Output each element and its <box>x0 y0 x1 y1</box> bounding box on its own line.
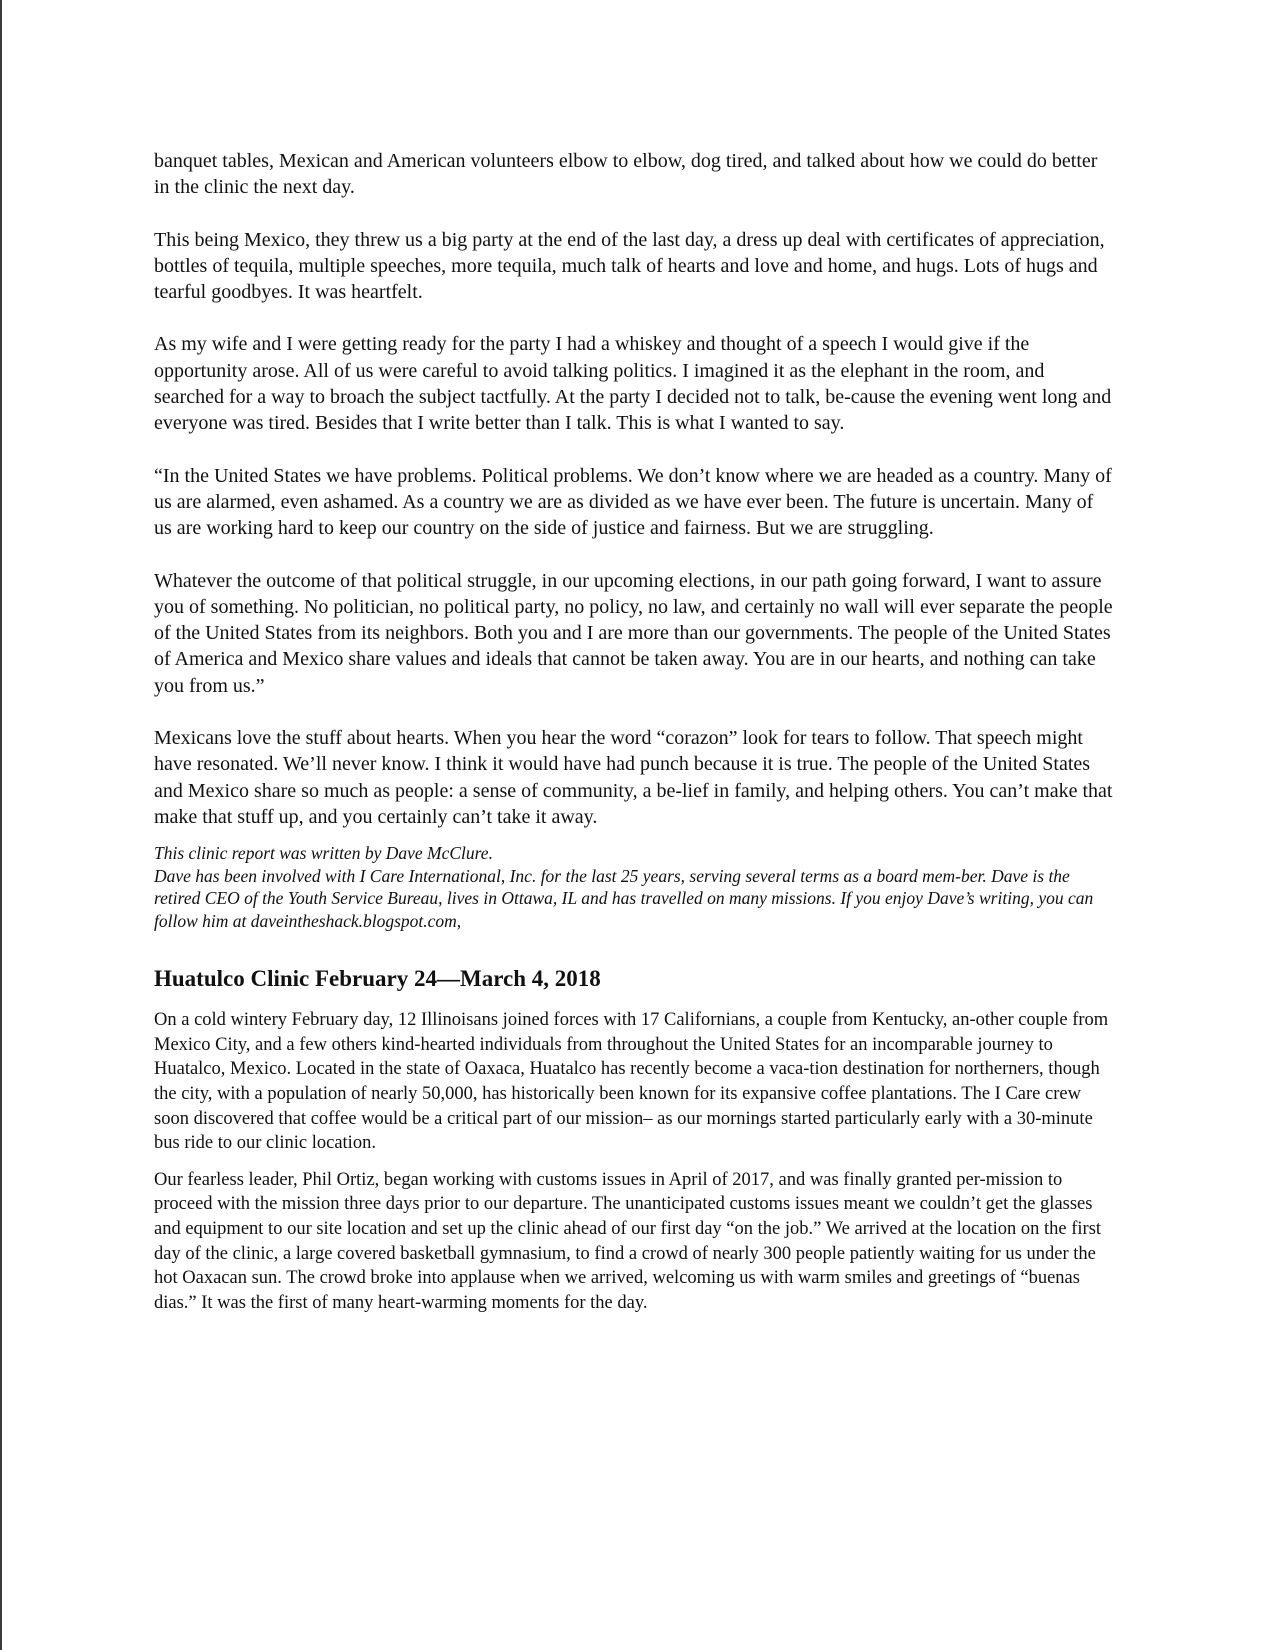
page-left-edge <box>0 0 2 1650</box>
huatulco-paragraph-2: Our fearless leader, Phil Ortiz, began working with customs issues in April of 2017, and was finally granted per-mission to proceed with the mission three days prior to our departure. The unanticipated customs issues meant we couldn’t get the glasses and equipment to our site location and set up the clinic ahead of our first day “on the job.” We arrived at the location on the first day of the clinic, a large covered basketball gymnasium, to find a crowd of nearly 300 people patiently waiting for us under the hot Oaxacan sun. The crowd broke into applause when we arrived, welcoming us with warm smiles and greetings of “buenas dias.” It was the first of many heart-warming moments for the day. <box>154 1169 1102 1313</box>
document-page <box>154 148 1116 1327</box>
story-paragraph-5: Whatever the outcome of that political struggle, in our upcoming elections, in our path going forward, I want to assure you of something. No politician, no political party, no policy, no law, and certainly no wall will ever separate the people of the United States from its neighbors. Both you and I are more than our governments. The people of the United States of America and Mexico share values and ideals that cannot be taken away. You are in our hearts, and nothing can take you from us.” <box>154 569 1113 697</box>
credit-line-author: This clinic report was written by Dave McClure. <box>154 843 493 864</box>
story-paragraph-3: As my wife and I were getting ready for the party I had a whiskey and thought of a speech I would give if the opportunity arose. All of us were careful to avoid talking politics. I imagined it as the elephant in the room, and searched for a way to broach the subject tactfully. At the party I decided not to talk, be-cause the evening went long and everyone was tired. Besides that I write better than I talk. This is what I wanted to say. <box>154 333 1112 435</box>
story-paragraph-4: “In the United States we have problems. Political problems. We don’t know where we are headed as a country. Many of us are alarmed, even ashamed. As a country we are as divided as we have ever been. The future is uncertain. Many of us are working hard to keep our country on the side of justice and fairness. But we are struggling. <box>154 464 1112 540</box>
author-credit <box>154 842 1116 932</box>
story-paragraph-2: This being Mexico, they threw us a big party at the end of the last day, a dress up deal with certificates of appreciation, bottles of tequila, multiple speeches, more tequila, much talk of hearts and love and home, and hugs. Lots of hugs and tearful goodbyes. It was heartfelt. <box>154 228 1105 304</box>
story-paragraph-1: banquet tables, Mexican and American volunteers elbow to elbow, dog tired, and talked about how we could do better in the clinic the next day. <box>154 150 1098 199</box>
huatulco-paragraph-1: On a cold wintery February day, 12 Illinoisans joined forces with 17 Californians, a couple from Kentucky, an-other couple from Mexico City, and a few others kind-hearted individuals from throughout the United States for an incomparable journey to Huatalco, Mexico. Located in the state of Oaxaca, Huatalco has recently become a vaca-tion destination for northerners, though the city, with a population of nearly 50,000, has historically been known for its expansive coffee plantations. The I Care crew soon discovered that coffee would be a critical part of our mission– as our mornings started particularly early with a 30-minute bus ride to our clinic location. <box>154 1010 1109 1154</box>
section-heading: Huatulco Clinic February 24—March 4, 2018 <box>154 966 601 992</box>
story-paragraph-6: Mexicans love the stuff about hearts. When you hear the word “corazon” look for tears to follow. That speech might have resonated. We’ll never know. I think it would have had punch because it is true. The people of the United States and Mexico share so much as people: a sense of community, a be-lief in family, and helping others. You can’t make that make that stuff up, and you certainly can’t take it away. <box>154 727 1113 828</box>
credit-line-bio: Dave has been involved with I Care International, Inc. for the last 25 years, serving several terms as a board mem-ber. Dave is the retired CEO of the Youth Service Bureau, lives in Ottawa, IL and has travelled on many missions. If you enjoy Dave’s writing, you can follow him at daveintheshack.blogspot.com, <box>154 865 1094 931</box>
